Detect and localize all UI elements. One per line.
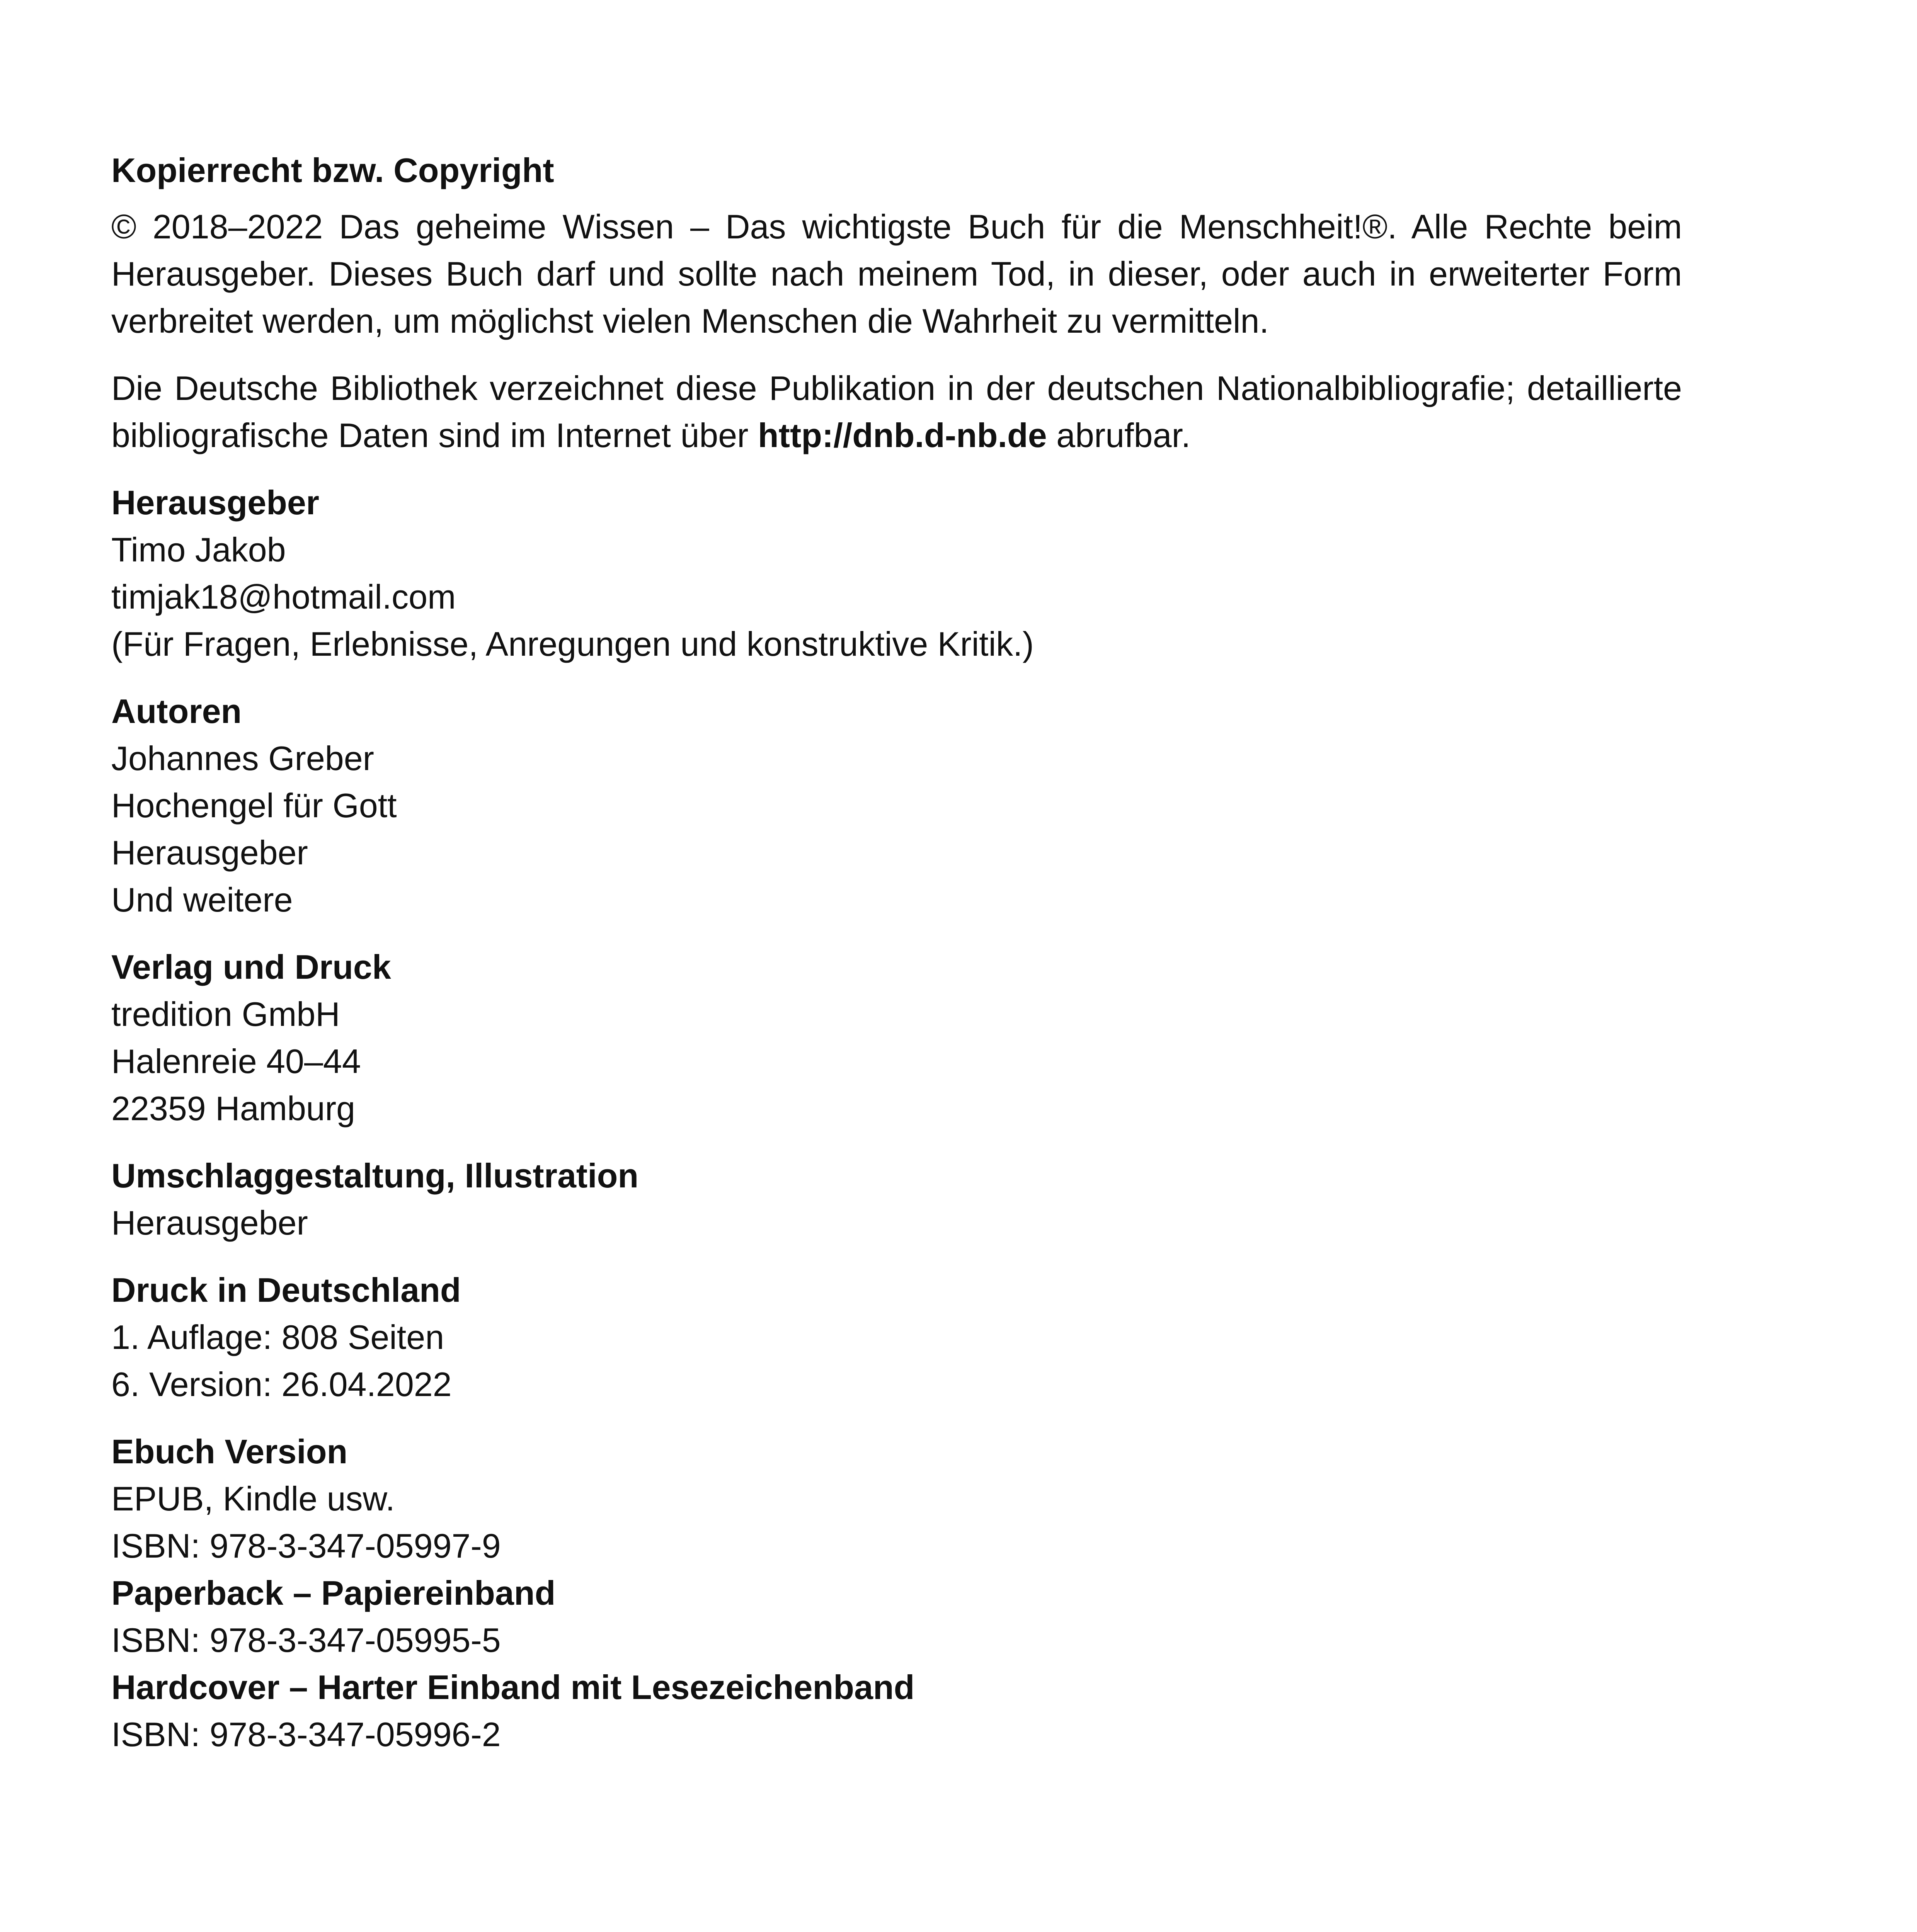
autor-line: Hochengel für Gott xyxy=(111,786,397,825)
bibliothek-text-before: Die Deutsche Bibliothek verzeichnet diese Publikation in der deutschen Nationalbibliografie; detaillierte bibliografische Daten sind im Internet über xyxy=(111,369,1682,454)
ebuch-heading: Ebuch Version xyxy=(111,1432,348,1471)
hardcover-heading: Hardcover – Harter Einband mit Lesezeichenband xyxy=(111,1668,915,1706)
imprint-page xyxy=(111,147,1682,1758)
ebuch-isbn: ISBN: 978-3-347-05997-9 xyxy=(111,1527,501,1565)
dnb-link: http://dnb.d-nb.de xyxy=(758,416,1047,454)
druck-section xyxy=(111,1267,1682,1408)
verlag-name: tredition GmbH xyxy=(111,995,340,1033)
verlag-section xyxy=(111,944,1682,1132)
autor-line: Und weitere xyxy=(111,881,293,919)
umschlag-line: Herausgeber xyxy=(111,1204,308,1242)
bibliothek-text-after: abrufbar. xyxy=(1047,416,1191,454)
herausgeber-note: (Für Fragen, Erlebnisse, Anregungen und konstruktive Kritik.) xyxy=(111,625,1034,663)
paperback-heading: Paperback – Papiereinband xyxy=(111,1574,556,1612)
autoren-heading: Autoren xyxy=(111,692,242,730)
herausgeber-section xyxy=(111,479,1682,668)
bibliothek-text xyxy=(111,365,1682,459)
verlag-street: Halenreie 40–44 xyxy=(111,1042,361,1080)
autor-line: Herausgeber xyxy=(111,833,308,872)
herausgeber-email: timjak18@hotmail.com xyxy=(111,578,456,616)
copyright-text: © 2018–2022 Das geheime Wissen – Das wichtigste Buch für die Menschheit!®. Alle Rechte beim Herausgeber. Dieses Buch darf und sollte nach meinem Tod, in dieser, oder auch in erweiterter Form verbreitet werden, um möglichst vielen Menschen die Wahrheit zu vermitteln. xyxy=(111,207,1682,340)
druck-auflage: 1. Auflage: 808 Seiten xyxy=(111,1318,444,1356)
verlag-city: 22359 Hamburg xyxy=(111,1089,356,1128)
druck-heading: Druck in Deutschland xyxy=(111,1271,461,1309)
copyright-heading: Kopierrecht bzw. Copyright xyxy=(111,151,554,189)
umschlag-section xyxy=(111,1152,1682,1247)
ebuch-section xyxy=(111,1428,1682,1758)
autoren-section xyxy=(111,688,1682,923)
verlag-heading: Verlag und Druck xyxy=(111,948,391,986)
herausgeber-name: Timo Jakob xyxy=(111,531,286,569)
autor-line: Johannes Greber xyxy=(111,739,374,777)
ebuch-formats: EPUB, Kindle usw. xyxy=(111,1480,395,1518)
paperback-isbn: ISBN: 978-3-347-05995-5 xyxy=(111,1621,501,1659)
hardcover-isbn: ISBN: 978-3-347-05996-2 xyxy=(111,1715,501,1753)
herausgeber-heading: Herausgeber xyxy=(111,483,320,522)
umschlag-heading: Umschlaggestaltung, Illustration xyxy=(111,1156,639,1195)
druck-version: 6. Version: 26.04.2022 xyxy=(111,1365,452,1403)
